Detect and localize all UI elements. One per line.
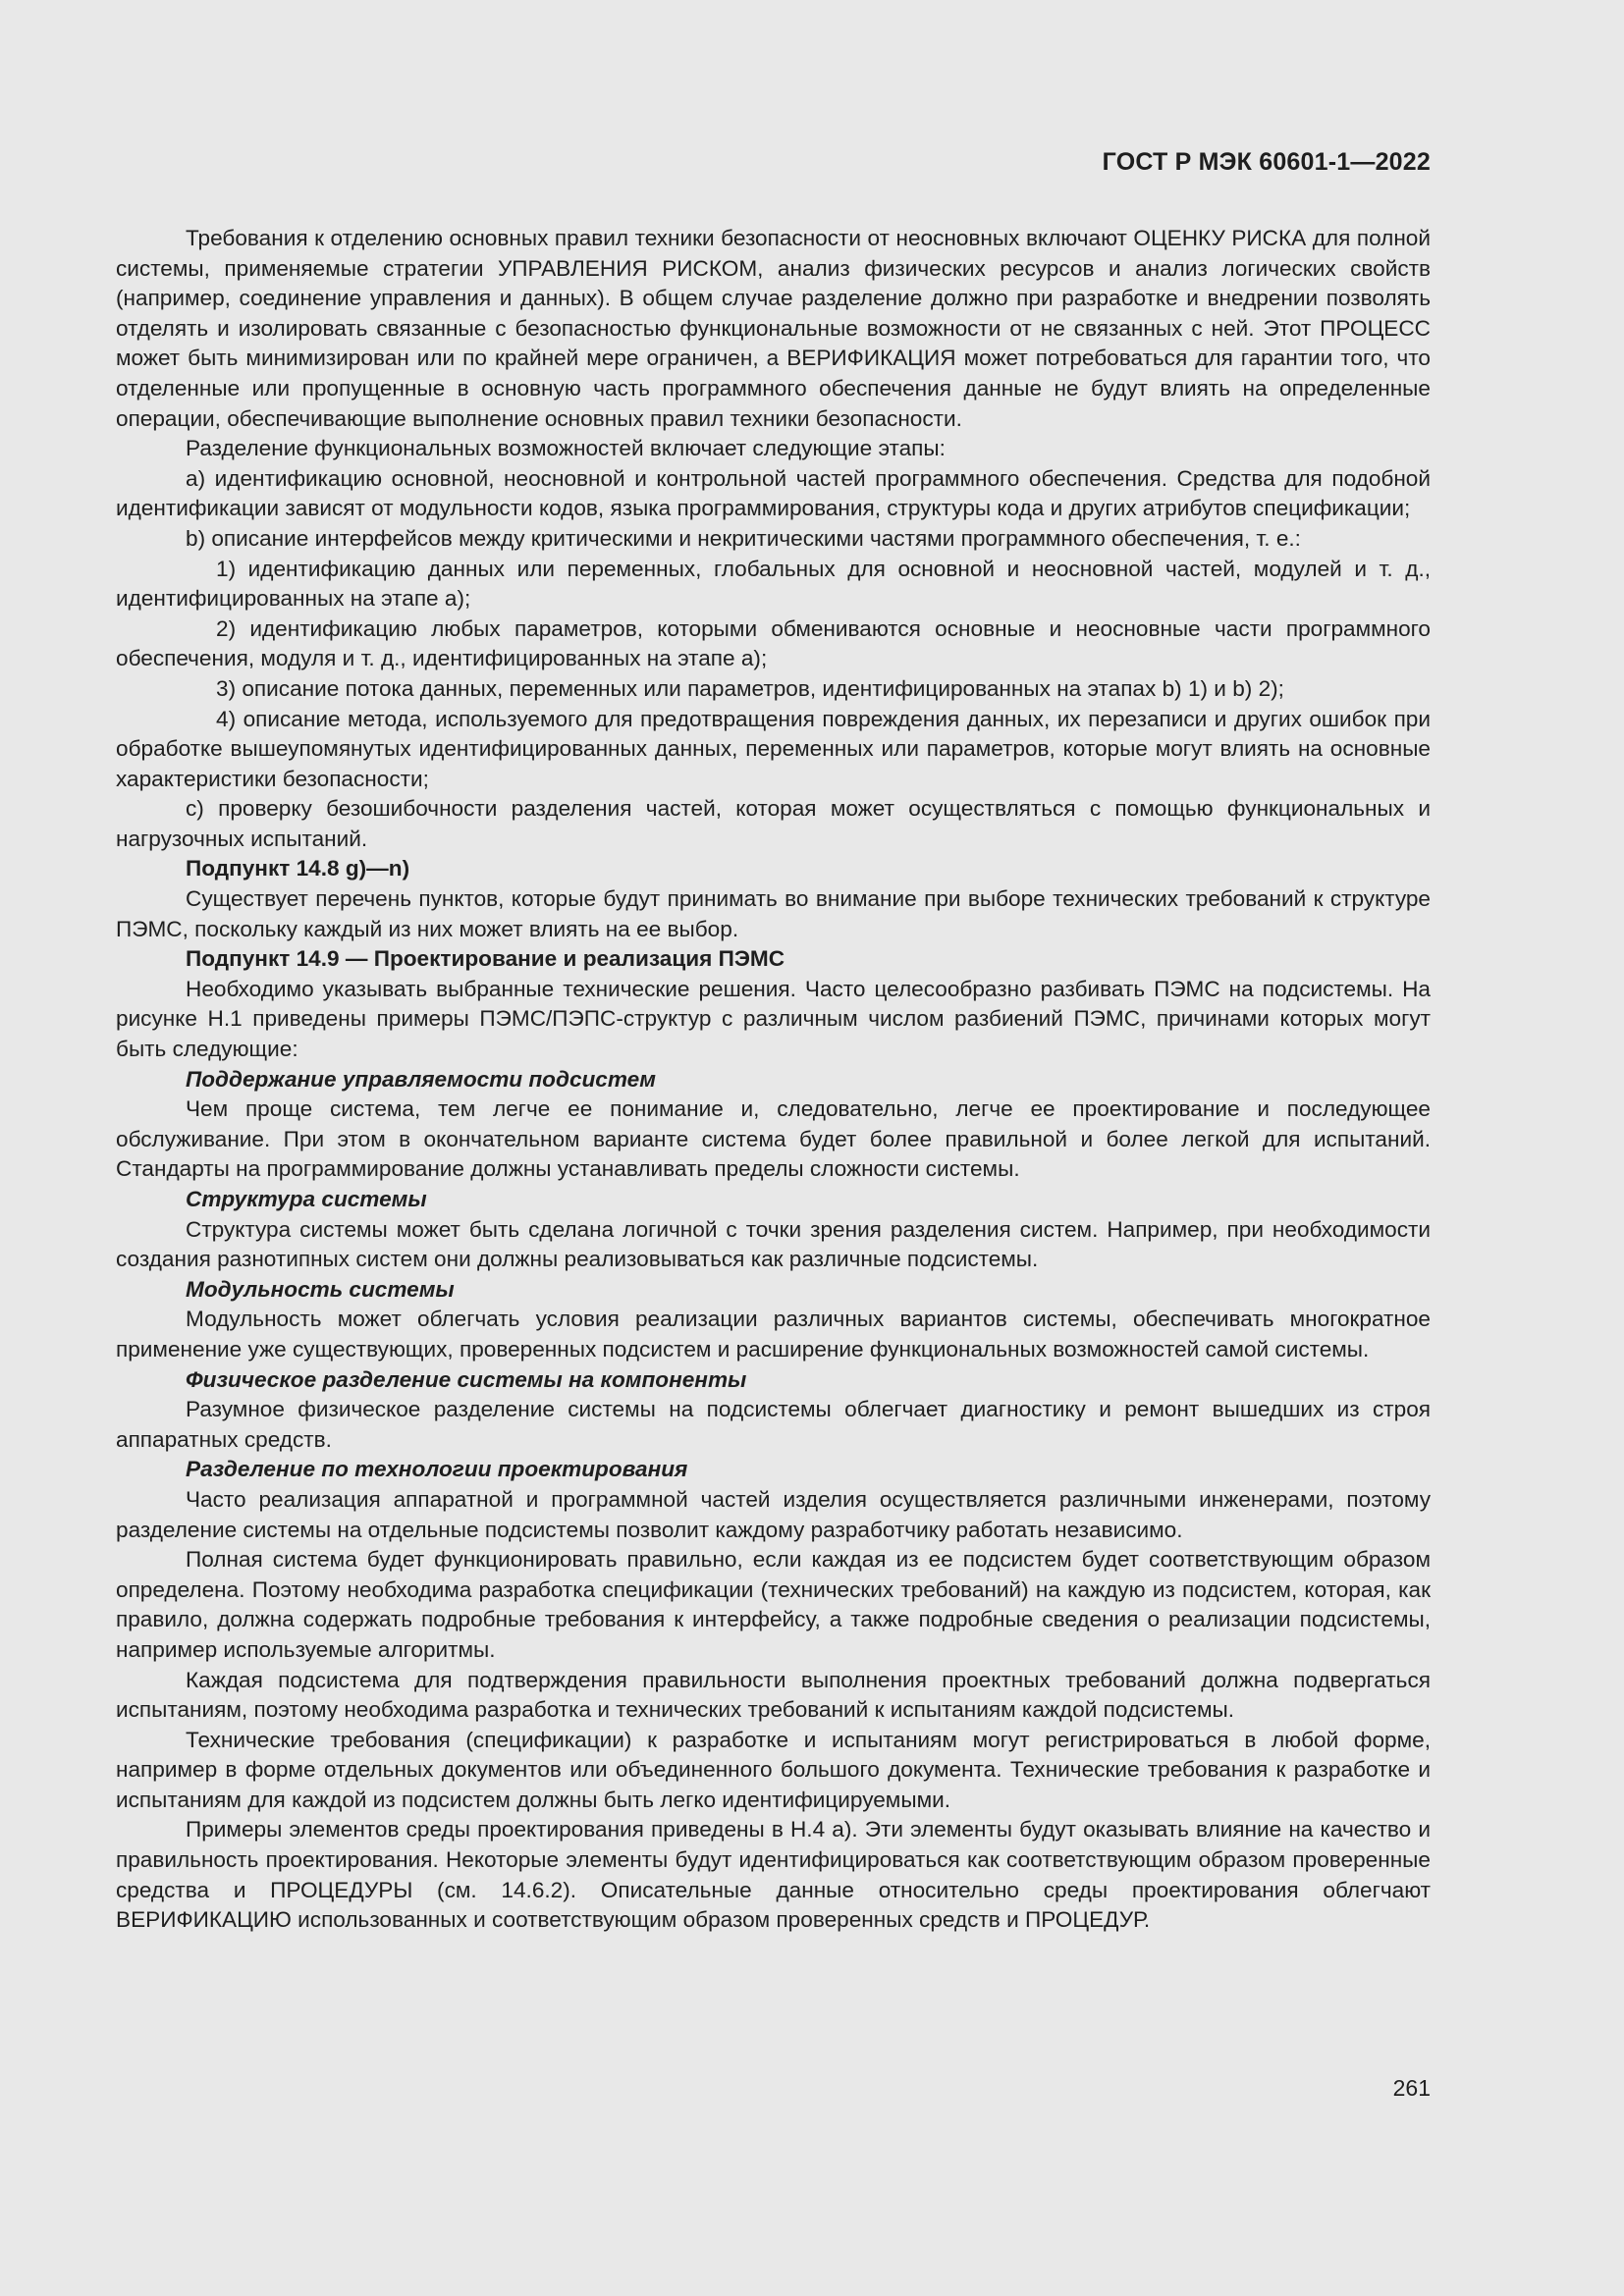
subsection-heading: Поддержание управляемости подсистем: [186, 1066, 656, 1092]
paragraph: Примеры элементов среды проектирования приведены в H.4 a). Эти элементы будут оказывать влияние на качество и правильность проектирования. Некоторые элементы будут идентифицироваться как соответствующим образом проверенные средства и ПРОЦЕДУРЫ (см. 14.6.2). Описательные данные относительно среды проектирования облегчают ВЕРИФИКАЦИЮ использованных и соответствующим образом проверенных средств и ПРОЦЕДУР.: [116, 1817, 1431, 1933]
paragraph: Модульность может облегчать условия реализации различных вариантов системы, обеспечивать многократное применение уже существующих, проверенных подсистем и расширение функциональных возможностей самой системы.: [116, 1307, 1431, 1362]
subsection-heading: Модульность системы: [186, 1276, 455, 1302]
paragraph: Часто реализация аппаратной и программной частей изделия осуществляется различными инженерами, поэтому разделение системы на отдельные подсистемы позволит каждому разработчику работать независимо.: [116, 1486, 1431, 1542]
paragraph: Разумное физическое разделение системы на подсистемы облегчает диагностику и ремонт вышедших из строя аппаратных средств.: [116, 1397, 1431, 1452]
sub-list-item: 3) описание потока данных, переменных или параметров, идентифицированных на этапах b) 1) и b) 2);: [216, 675, 1284, 701]
paragraph: Каждая подсистема для подтверждения правильности выполнения проектных требований должна подвергаться испытаниям, поэтому необходима разработка и технических требований к испытаниям каждой подсистемы.: [116, 1667, 1431, 1723]
paragraph: Чем проще система, тем легче ее понимание и, следовательно, легче ее проектирование и последующее обслуживание. При этом в окончательном варианте система будет более правильной и более легкой для испытаний. Стандарты на программирование должны устанавливать пределы сложности системы.: [116, 1096, 1431, 1182]
paragraph: Необходимо указывать выбранные технические решения. Часто целесообразно разбивать ПЭМС на подсистемы. На рисунке H.1 приведены примеры ПЭМС/ПЭПС-структур с различным числом разбиений ПЭМС, причинами которых могут быть следующие:: [116, 976, 1431, 1062]
sub-list-item: 4) описание метода, используемого для предотвращения повреждения данных, их перезаписи и других ошибок при обработке вышеупомянутых идентифицированных данных, переменных или параметров, которые могут влиять на основные характеристики безопасности;: [116, 706, 1431, 791]
document-header: ГОСТ Р МЭК 60601-1—2022: [1102, 148, 1431, 176]
subsection-heading: Физическое разделение системы на компоненты: [186, 1366, 747, 1392]
list-item: c) проверку безошибочности разделения частей, которая может осуществляться с помощью функциональных и нагрузочных испытаний.: [116, 796, 1431, 851]
list-item: a) идентификацию основной, неосновной и контрольной частей программного обеспечения. Средства для подобной идентификации зависят от модульности кодов, языка программирования, структуры кода и других атрибутов спецификации;: [116, 465, 1431, 521]
list-item: b) описание интерфейсов между критическими и некритическими частями программного обеспечения, т. е.:: [186, 525, 1301, 551]
sub-list-item: 2) идентификацию любых параметров, которыми обмениваются основные и неосновные части программного обеспечения, модуля и т. д., идентифицированных на этапе a);: [116, 615, 1431, 671]
subsection-heading: Структура системы: [186, 1187, 427, 1211]
paragraph: Разделение функциональных возможностей включает следующие этапы:: [186, 436, 946, 461]
sub-list-item: 1) идентификацию данных или переменных, глобальных для основной и неосновной частей, модулей и т. д., идентифицированных на этапе a);: [116, 556, 1431, 612]
paragraph: Технические требования (спецификации) к разработке и испытаниям могут регистрироваться в любой форме, например в форме отдельных документов или объединенного большого документа. Технические требования к разработке и испытаниям для каждой из подсистем должны быть легко идентифицируемыми.: [116, 1727, 1431, 1812]
section-heading: Подпункт 14.9 — Проектирование и реализация ПЭМС: [186, 946, 785, 972]
paragraph: Структура системы может быть сделана логичной с точки зрения разделения систем. Например, при необходимости создания разнотипных систем они должны реализовываться как различные подсистемы.: [116, 1216, 1431, 1272]
paragraph: Существует перечень пунктов, которые будут принимать во внимание при выборе технических требований к структуре ПЭМС, поскольку каждый из них может влиять на ее выбор.: [116, 886, 1431, 941]
paragraph: Требования к отделению основных правил техники безопасности от неосновных включают ОЦЕНКУ РИСКА для полной системы, применяемые стратегии УПРАВЛЕНИЯ РИСКОМ, анализ физических ресурсов и анализ логических свойств (например, соединение управления и данных). В общем случае разделение должно при разработке и внедрении позволять отделять и изолировать связанные с безопасностью функциональные возможности от не связанных с ней. Этот ПРОЦЕСС может быть минимизирован или по крайней мере ограничен, а ВЕРИФИКАЦИЯ может потребоваться для гарантии того, что отделенные или пропущенные в основную часть программного обеспечения данные не будут влиять на определенные операции, обеспечивающие выполнение основных правил техники безопасности.: [116, 226, 1431, 431]
section-heading: Подпункт 14.8 g)—n): [186, 856, 410, 881]
paragraph: Полная система будет функционировать правильно, если каждая из ее подсистем будет соответствующим образом определена. Поэтому необходима разработка спецификации (технических требований) на каждую из подсистем, которая, как правило, должна содержать подробные требования к интерфейсу, а также подробные сведения о реализации подсистемы, например используемые алгоритмы.: [116, 1547, 1431, 1662]
subsection-heading: Разделение по технологии проектирования: [186, 1457, 688, 1482]
page-number: 261: [1392, 2075, 1431, 2101]
document-body: [116, 224, 1431, 1936]
